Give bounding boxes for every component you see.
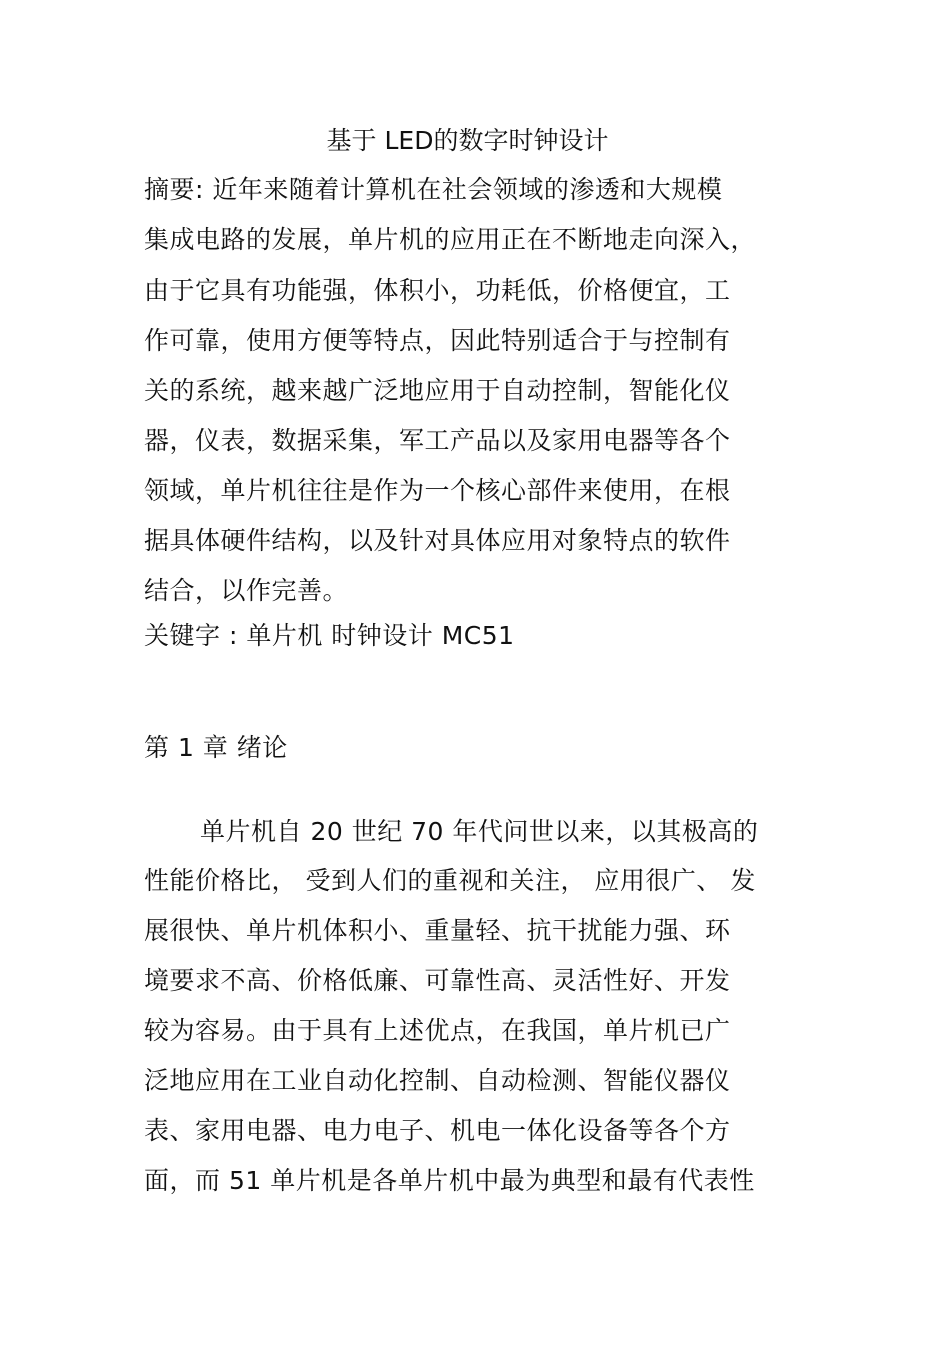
body-paragraph-line: 单片机自 20 世纪 70 年代问世以来，以其极高的	[200, 817, 759, 846]
keywords-line: 关键字 : 单片机 时钟设计 MC51	[144, 621, 515, 650]
abstract-line: 关的系统，越来越广泛地应用于自动控制，智能化仪	[144, 376, 731, 405]
abstract-line: 结合，以作完善。	[144, 576, 349, 605]
abstract-line: 由于它具有功能强，体积小，功耗低，价格便宜，工	[144, 276, 731, 305]
document-title: 基于 LED的数字时钟设计	[326, 126, 609, 155]
abstract-line: 据具体硬件结构，以及针对具体应用对象特点的软件	[144, 526, 731, 555]
body-paragraph-line: 泛地应用在工业自动化控制、自动检测、智能仪器仪	[144, 1066, 731, 1095]
body-paragraph-line: 境要求不高、价格低廉、可靠性高、灵活性好、开发	[144, 966, 731, 995]
body-paragraph-line: 面，而 51 单片机是各单片机中最为典型和最有代表性	[144, 1166, 755, 1195]
abstract-line: 摘要: 近年来随着计算机在社会领域的渗透和大规模	[144, 175, 723, 204]
abstract-line: 领域，单片机往往是作为一个核心部件来使用，在根	[144, 476, 731, 505]
chapter-heading: 第 1 章 绪论	[144, 733, 288, 762]
body-paragraph-line: 较为容易。由于具有上述优点，在我国，单片机已广	[144, 1016, 731, 1045]
abstract-line: 集成电路的发展，单片机的应用正在不断地走向深入，	[144, 225, 757, 254]
body-paragraph-line: 展很快、单片机体积小、重量轻、抗干扰能力强、环	[144, 916, 731, 945]
abstract-line: 器，仪表，数据采集，军工产品以及家用电器等各个	[144, 426, 731, 455]
body-paragraph-line: 性能价格比， 受到人们的重视和关注， 应用很广、 发	[144, 866, 756, 895]
abstract-line: 作可靠，使用方便等特点，因此特别适合于与控制有	[144, 326, 731, 355]
body-paragraph-line: 表、家用电器、电力电子、机电一体化设备等各个方	[144, 1116, 731, 1145]
